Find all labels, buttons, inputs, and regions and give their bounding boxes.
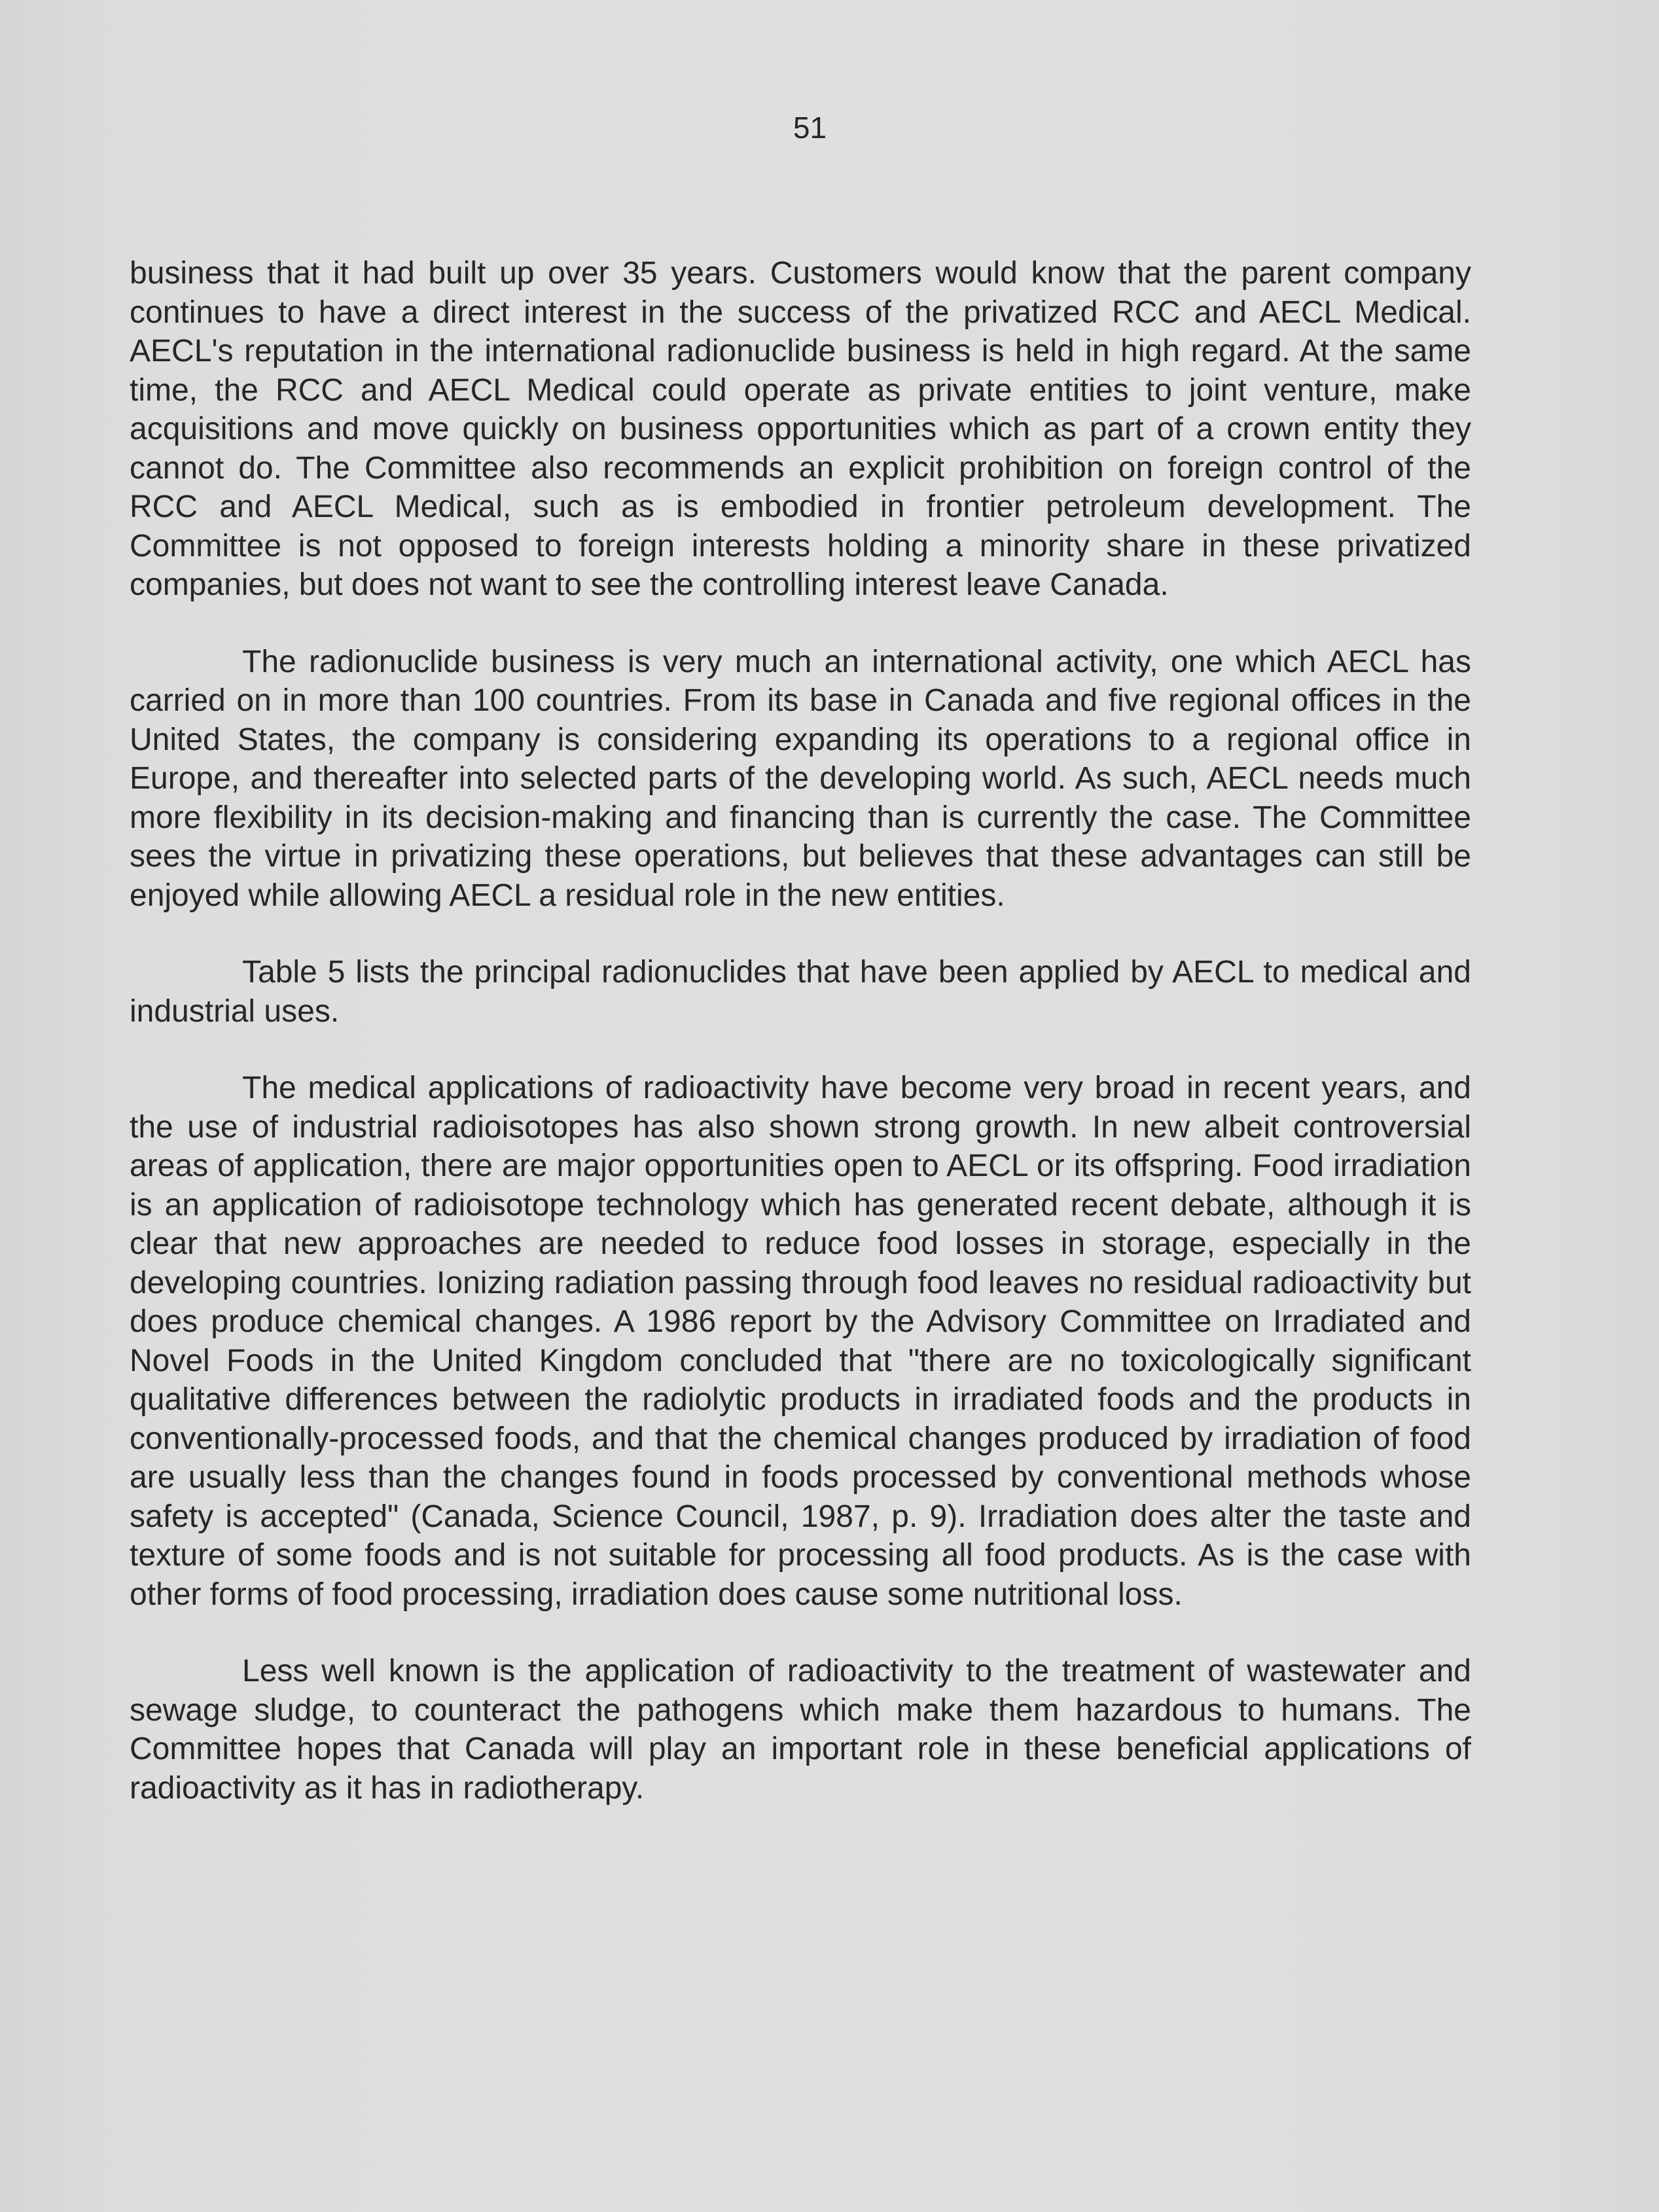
paragraph-3: Table 5 lists the principal radionuclides that have been applied by AECL to medical and industrial uses. (130, 955, 1471, 1029)
paragraph-1: business that it had built up over 35 years. Customers would know that the parent company continues to have a direct interest in the success of the privatized RCC and AECL Medical. AECL's reputation in the international radionuclide business is held in high regard. At the same time, the RCC and AECL Medical could operate as private entities to joint venture, make acquisitions and move quickly on business opportunities which as part of a crown entity they cannot do. The Committee also recommends an explicit prohibition on foreign control of the RCC and AECL Medical, such as is embodied in frontier petroleum development. The Committee is not opposed to foreign interests holding a minority share in these privatized companies, but does not want to see the controlling interest leave Canada. (130, 256, 1471, 602)
paragraph-4: The medical applications of radioactivity have become very broad in recent years, and the use of industrial radioisotopes has also shown strong growth. In new albeit controversial areas of application, there are major opportunities open to AECL or its offspring. Food irradiation is an application of radioisotope technology which has generated recent debate, although it is clear that new approaches are needed to reduce food losses in storage, especially in the developing countries. Ionizing radiation passing through food leaves no residual radioactivity but does produce chemical changes. A 1986 report by the Advisory Committee on Irradiated and Novel Foods in the United Kingdom concluded that "there are no toxicologically significant qualitative differences between the radiolytic products in irradiated foods and the products in conventionally-processed foods, and that the chemical changes produced by irradiation of food are usually less than the changes found in foods processed by conventional methods whose safety is accepted" (Canada, Science Council, 1987, p. 9). Irradiation does alter the taste and texture of some foods and is not suitable for processing all food products. As is the case with other forms of food processing, irradiation does cause some nutritional loss. (130, 1071, 1471, 1612)
body-text (130, 254, 1471, 1846)
page-number: 51 (793, 111, 827, 145)
paragraph-5: Less well known is the application of radioactivity to the treatment of wastewater and sewage sludge, to counteract the pathogens which make them hazardous to humans. The Committee hopes that Canada will play an important role in these beneficial applications of radioactivity as it has in radiotherapy. (130, 1654, 1471, 1806)
paragraph-2: The radionuclide business is very much an international activity, one which AECL has carried on in more than 100 countries. From its base in Canada and five regional offices in the United States, the company is considering expanding its operations to a regional office in Europe, and thereafter into selected parts of the developing world. As such, AECL needs much more flexibility in its decision-making and financing than is currently the case. The Committee sees the virtue in privatizing these operations, but believes that these advantages can still be enjoyed while allowing AECL a residual role in the new entities. (130, 644, 1471, 913)
